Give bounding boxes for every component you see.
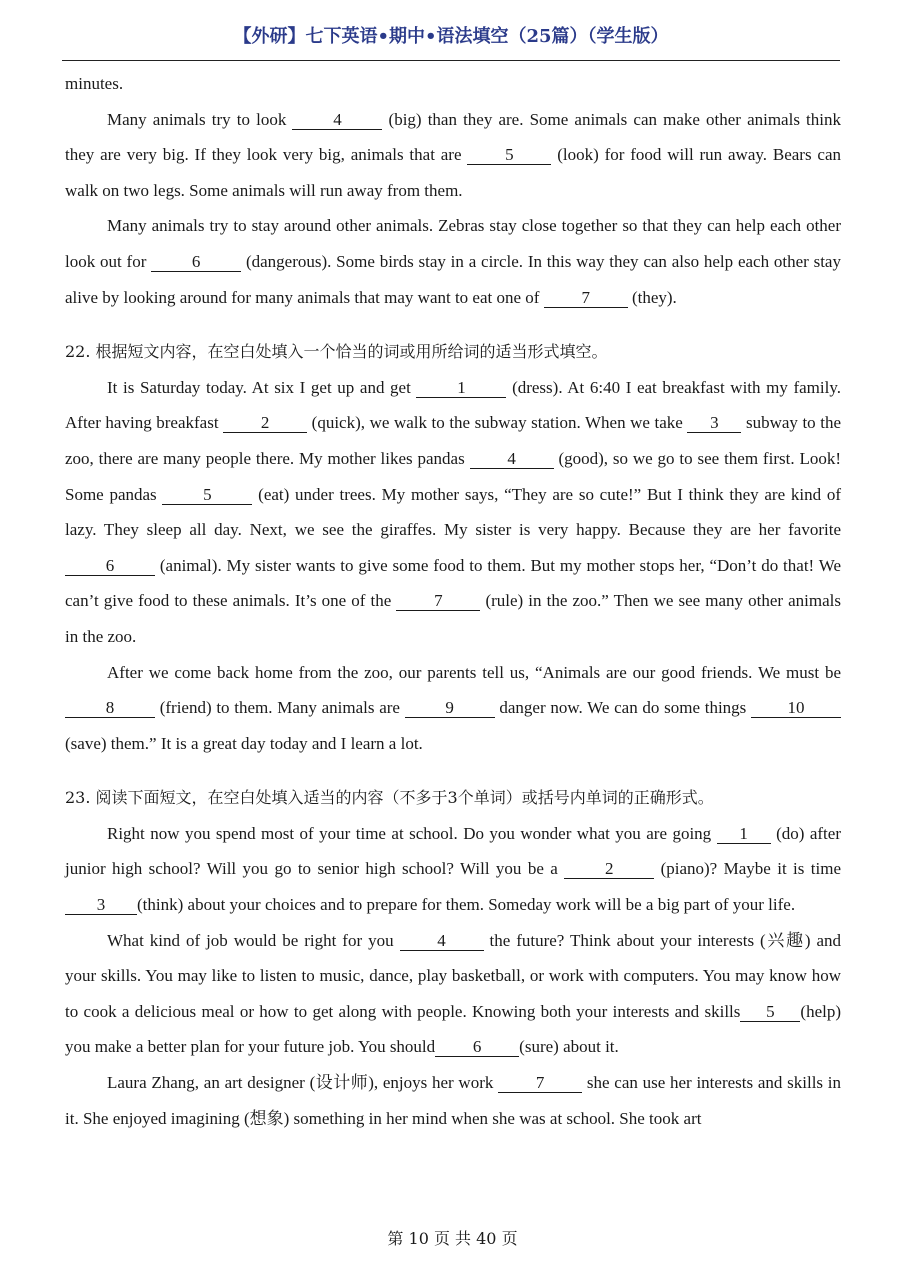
text-run: subway to the zoo, there are many people there. My mother likes pandas [65,413,841,468]
header-divider [62,60,840,61]
page-content [65,66,841,1136]
text-run: danger now. We can do some things [494,698,751,718]
text-run: (big) than they are. Some animals can make other animals think they are very big. If they look very big, animals that are [65,109,842,165]
blank-7: 7 [396,591,480,611]
text-run: Many animals try to look [107,109,293,129]
text-run: It is Saturday today. At six I get up and get [107,377,417,397]
blank-1: 1 [717,824,771,844]
page-number-footer: 第 10 页 共 40 页 [387,1229,518,1248]
blank-3: 3 [65,895,137,915]
blank-7: 7 [544,288,628,308]
text-run: the future? Think about your interests (兴趣) and your skills. You may like to listen to music, dance, play basketball, or work with computers. You may know how to cook a delicious meal or how to get along with people. Knowing both your interests and skills [65,930,841,1021]
text-run: (sure) about it. [519,1037,619,1057]
blank-8: 8 [65,698,155,718]
q23-paragraph-2 [65,923,841,1065]
q23-paragraph-3 [65,1065,841,1136]
text-run: (save) them.” It is a great day today and I learn a lot. [65,733,423,753]
blank-9: 9 [405,698,495,718]
q21-paragraph-3 [65,208,841,315]
blank-7: 7 [498,1073,582,1093]
blank-6: 6 [65,556,155,576]
text-run: (they). [627,287,677,307]
text-run: she can use her interests and skills in it. She enjoyed imagining (想象) something in her mind when she was at school. She took art [65,1073,841,1128]
q21-tail-line: minutes. [65,74,124,93]
text-run: (think) about your choices and to prepare for them. Someday work will be a big part of your life. [137,895,796,915]
blank-6: 6 [435,1037,519,1057]
page-header-title: 【外研】七下英语•期中•语法填空（25篇）（学生版） [233,26,669,47]
text-run: (eat) under trees. My mother says, “They are so cute!” But I think they are kind of lazy. They sleep all day. Next, we see the giraffes. My sister is very happy. Because they are her favorite [65,484,841,540]
blank-4: 4 [470,449,554,469]
text-run: Laura Zhang, an art designer (设计师), enjoys her work [107,1073,499,1093]
q22-paragraph-2 [65,655,841,762]
blank-4: 4 [400,931,484,951]
blank-10: 10 [751,698,841,718]
blank-5: 5 [467,145,551,165]
text-run: (good), so we go to see them first. Look! Some pandas [65,448,841,504]
blank-1: 1 [416,378,506,398]
blank-2: 2 [223,413,307,433]
q23-paragraph-1 [65,816,841,923]
blank-2: 2 [564,859,654,879]
blank-3: 3 [687,413,741,433]
text-run: (rule) in the zoo.” Then we see many other animals in the zoo. [65,591,842,646]
blank-5: 5 [740,1002,800,1022]
text-run: (quick), we walk to the subway station. When we take [307,413,688,433]
text-run: (help) you make a better plan for your future job. You should [65,1001,841,1057]
text-run: (dangerous). Some birds stay in a circle. In this way they can also help each other stay alive by looking around for many animals that may want to eat one of [65,251,841,307]
text-run: (look) for food will run away. Bears can walk on two legs. Some animals will run away from them. [65,145,841,200]
blank-4: 4 [292,110,382,130]
q21-paragraph-2 [65,102,841,209]
text-run: (friend) to them. Many animals are [155,698,405,718]
blank-6: 6 [151,252,241,272]
text-run: Right now you spend most of your time at school. Do you wonder what you are going [107,823,717,843]
text-run: After we come back home from the zoo, our parents tell us, “Animals are our good friends. We must be [107,662,841,682]
q22-title: 22. 根据短文内容，在空白处填入一个恰当的词或用所给词的适当形式填空。 [65,342,608,362]
text-run: (dress). At 6:40 I eat breakfast with my family. After having breakfast [65,377,841,433]
text-run: (animal). My sister wants to give some food to them. But my mother stops her, “Don’t do that! We can’t give food to these animals. It’s one of the [65,555,841,611]
q22-paragraph-1 [65,370,841,655]
text-run: (do) after junior high school? Will you go to senior high school? Will you be a [65,823,841,879]
text-run: Many animals try to stay around other animals. Zebras stay close together so that they can help each other look out for [65,216,841,271]
text-run: (piano)? Maybe it is time [654,859,841,879]
blank-5: 5 [162,485,252,505]
q23-title: 23. 阅读下面短文，在空白处填入适当的内容（不多于3个单词）或括号内单词的正确形式。 [65,788,714,808]
text-run: What kind of job would be right for you [107,930,400,950]
